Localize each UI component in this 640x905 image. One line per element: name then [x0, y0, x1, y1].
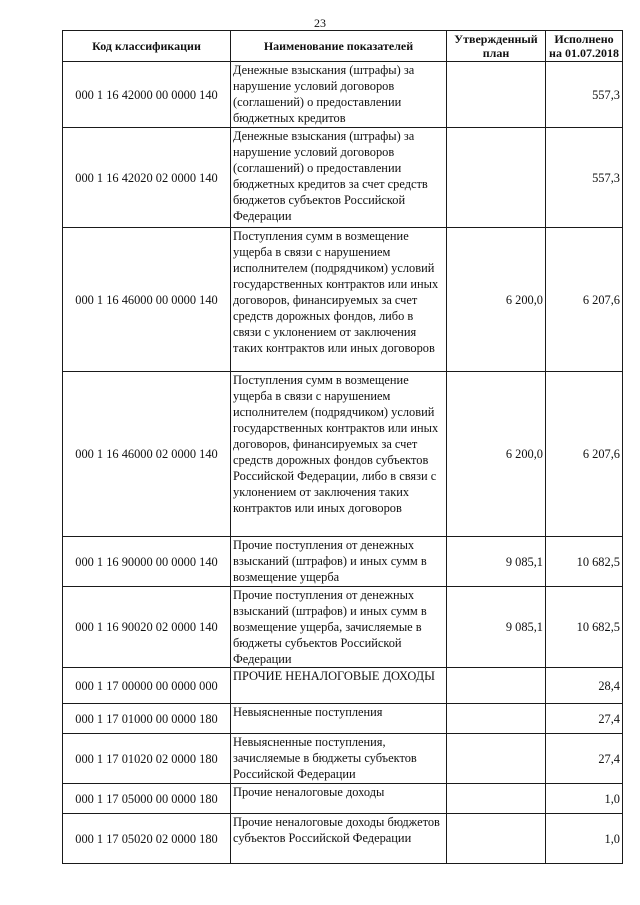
cell-name: Прочие поступления от денежных взысканий (штрафов) и иных сумм в возмещение ущерба	[231, 537, 447, 587]
table-row	[63, 734, 623, 784]
header-code: Код классификации	[63, 31, 231, 62]
cell-name: Прочие поступления от денежных взысканий (штрафов) и иных сумм в возмещение ущерба, зачисляемые в бюджеты субъектов Российской Федерации	[231, 587, 447, 668]
cell-code: 000 1 17 05000 00 0000 180	[63, 784, 231, 814]
table-row	[63, 228, 623, 372]
cell-code: 000 1 17 05020 02 0000 180	[63, 814, 231, 864]
cell-plan: 6 200,0	[447, 228, 546, 372]
table-row	[63, 372, 623, 537]
cell-plan	[447, 668, 546, 704]
table-row	[63, 668, 623, 704]
table-row	[63, 128, 623, 228]
cell-name: Прочие неналоговые доходы	[231, 784, 447, 814]
cell-plan	[447, 784, 546, 814]
cell-done: 10 682,5	[546, 537, 623, 587]
cell-name: Поступления сумм в возмещение ущерба в связи с нарушением исполнителем (подрядчиком) условий государственных контрактов или иных договоров, финансируемых за счет средств дорожных фондов, либо в связи с уклонением от заключения таких контрактов или иных договоров	[231, 228, 447, 372]
cell-code: 000 1 16 90000 00 0000 140	[63, 537, 231, 587]
cell-name: Прочие неналоговые доходы бюджетов субъектов Российской Федерации	[231, 814, 447, 864]
cell-code: 000 1 16 46000 00 0000 140	[63, 228, 231, 372]
cell-code: 000 1 16 46000 02 0000 140	[63, 372, 231, 537]
cell-name: Невыясненные поступления, зачисляемые в бюджеты субъектов Российской Федерации	[231, 734, 447, 784]
revenue-table	[62, 30, 623, 864]
cell-code: 000 1 17 00000 00 0000 000	[63, 668, 231, 704]
cell-done: 27,4	[546, 704, 623, 734]
cell-code: 000 1 16 42020 02 0000 140	[63, 128, 231, 228]
header-done: Исполнено на 01.07.2018	[546, 31, 623, 62]
table-header-row	[63, 31, 623, 62]
cell-done: 1,0	[546, 814, 623, 864]
cell-name: Денежные взыскания (штрафы) за нарушение условий договоров (соглашений) о предоставлении бюджетных кредитов за счет средств бюджетов субъектов Российской Федерации	[231, 128, 447, 228]
table-row	[63, 704, 623, 734]
table-row	[63, 537, 623, 587]
header-plan: Утвержденный план	[447, 31, 546, 62]
page-number: 23	[314, 16, 326, 30]
cell-name: ПРОЧИЕ НЕНАЛОГОВЫЕ ДОХОДЫ	[231, 668, 447, 704]
cell-done: 10 682,5	[546, 587, 623, 668]
cell-done: 28,4	[546, 668, 623, 704]
cell-plan: 9 085,1	[447, 537, 546, 587]
cell-done: 557,3	[546, 128, 623, 228]
table-row	[63, 814, 623, 864]
cell-code: 000 1 16 42000 00 0000 140	[63, 62, 231, 128]
cell-code: 000 1 16 90020 02 0000 140	[63, 587, 231, 668]
header-name: Наименование показателей	[231, 31, 447, 62]
table-row	[63, 784, 623, 814]
table-row	[63, 587, 623, 668]
table-row	[63, 62, 623, 128]
cell-plan	[447, 128, 546, 228]
cell-plan	[447, 814, 546, 864]
cell-plan	[447, 704, 546, 734]
cell-name: Поступления сумм в возмещение ущерба в связи с нарушением исполнителем (подрядчиком) условий государственных контрактов или иных договоров, финансируемых за счет средств дорожных фондов субъектов Российской Федерации, либо в связи с уклонением от заключения таких контрактов или иных договоров	[231, 372, 447, 537]
cell-done: 1,0	[546, 784, 623, 814]
cell-plan: 6 200,0	[447, 372, 546, 537]
cell-name: Невыясненные поступления	[231, 704, 447, 734]
cell-code: 000 1 17 01020 02 0000 180	[63, 734, 231, 784]
cell-plan	[447, 62, 546, 128]
cell-code: 000 1 17 01000 00 0000 180	[63, 704, 231, 734]
cell-name: Денежные взыскания (штрафы) за нарушение условий договоров (соглашений) о предоставлении бюджетных кредитов	[231, 62, 447, 128]
cell-done: 6 207,6	[546, 228, 623, 372]
cell-done: 557,3	[546, 62, 623, 128]
cell-done: 27,4	[546, 734, 623, 784]
cell-done: 6 207,6	[546, 372, 623, 537]
cell-plan: 9 085,1	[447, 587, 546, 668]
cell-plan	[447, 734, 546, 784]
